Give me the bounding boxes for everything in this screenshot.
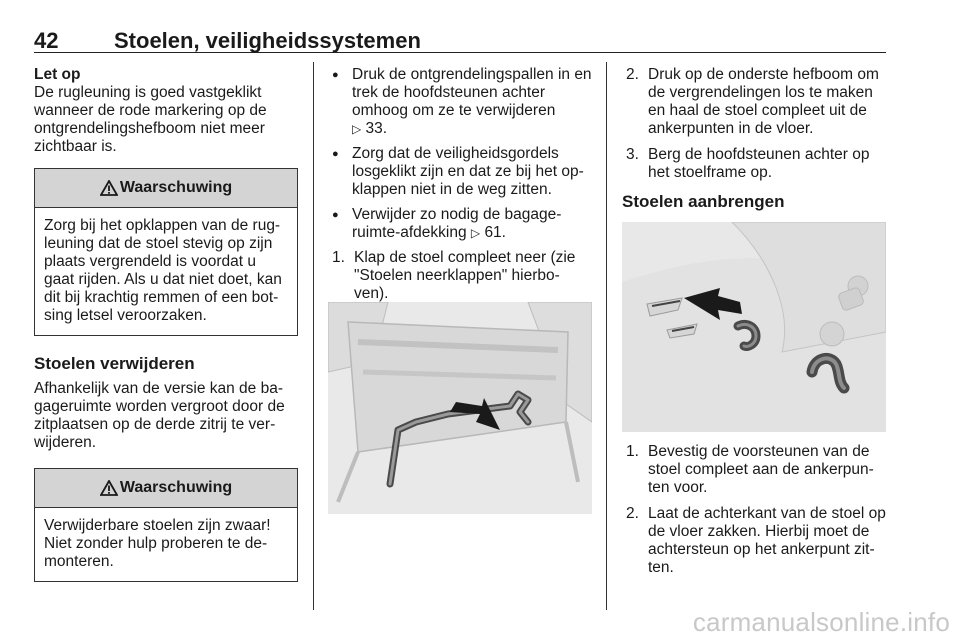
step-number: 2.: [626, 505, 639, 522]
page-header: [34, 28, 886, 53]
step-text: Druk op de onderste hefboom om de vergrendelingen los te maken en haal de stoel compleet uit de ankerpunten in de vloer.: [648, 66, 879, 137]
list-item-text: Zorg dat de veiligheidsgordels losgeklikt zijn en dat ze bij het op-klappen niet in de weg zitten.: [352, 145, 584, 198]
section-heading: Stoelen aanbrengen: [622, 192, 785, 211]
column-3: [622, 66, 886, 212]
list-item: [328, 206, 592, 242]
step-text: Berg de hoofdsteunen achter op het stoelframe op.: [648, 146, 870, 181]
step-list: [622, 66, 886, 182]
step-number: 1.: [626, 443, 639, 460]
column-divider: [313, 62, 314, 610]
page-reference: 61.: [484, 224, 506, 241]
seat-removal-illustration: [328, 302, 592, 514]
warning-box: [34, 468, 298, 582]
column-2: [328, 66, 592, 311]
list-item: [622, 505, 886, 577]
step-number: 2.: [626, 66, 639, 83]
anchor-point-drawing: [622, 222, 886, 432]
seat-frame-drawing: [328, 302, 592, 514]
note-text: De rugleuning is goed vastgeklikt wanneer de rode markering op de ontgrendelingshefboom niet meer zichtbaar is.: [34, 84, 267, 155]
seat-installation-illustration: [622, 222, 886, 432]
page-number: 42: [34, 28, 59, 53]
list-item: [328, 145, 592, 199]
body-paragraph: Afhankelijk van de versie kan de ba-gageruimte worden vergroot door de zitplaatsen op de derde zitrij te ver-wijderen.: [34, 380, 285, 451]
warning-title: Waarschuwing: [119, 179, 233, 196]
step-text: Klap de stoel compleet neer (zie "Stoelen neerklappen" hierbo-ven).: [354, 249, 576, 302]
note-label: Let op: [34, 66, 81, 83]
step-number: 1.: [332, 249, 345, 266]
list-item: [328, 66, 592, 138]
page-reference: 33.: [365, 120, 388, 137]
step-text: Laat de achterkant van de stoel op de vloer zakken. Hierbij moet de achtersteun op het ankerpunt zit-ten.: [648, 505, 886, 576]
warning-text: Verwijderbare stoelen zijn zwaar! Niet zonder hulp proberen te de-monteren.: [44, 517, 271, 570]
section-title: Stoelen, veiligheidssystemen: [114, 28, 421, 53]
list-item-text: Verwijder zo nodig de bagage-ruimte-afdekking: [352, 206, 562, 241]
list-item: [622, 66, 886, 138]
warning-triangle-icon: [100, 480, 118, 496]
page-reference-arrow-icon: ▷: [352, 122, 362, 136]
list-item: [622, 146, 886, 182]
list-item-text: Druk de ontgrendelingspallen in en trek de hoofdsteunen achter omhoog om ze te verwijderen: [352, 66, 592, 119]
warning-box: [34, 168, 298, 336]
column-1: [34, 66, 298, 582]
watermark: carmanualsonline.info: [692, 607, 950, 637]
warning-text: Zorg bij het opklappen van de rug-leuning dat de stoel stevig op zijn plaats vergrendeld is voordat u gaat rijden. Als u dat niet doet, kan dit bij krachtig remmen of een bot-sing letsel veroorzaken.: [44, 217, 282, 324]
column-3-lower: [622, 443, 886, 585]
warning-triangle-icon: [100, 180, 118, 196]
warning-title: Waarschuwing: [119, 479, 233, 496]
step-text: Bevestig de voorsteunen van de stoel compleet aan de ankerpun-ten voor.: [648, 443, 874, 496]
section-heading: Stoelen verwijderen: [34, 354, 195, 373]
bullet-list: [328, 66, 592, 242]
warning-header: [35, 469, 297, 508]
step-number: 3.: [626, 146, 639, 163]
step-list: [328, 249, 592, 303]
step-list: [622, 443, 886, 577]
page-reference-arrow-icon: ▷: [470, 226, 481, 240]
column-divider: [606, 62, 607, 610]
warning-header: [35, 169, 297, 208]
list-item: [328, 249, 592, 303]
list-item: [622, 443, 886, 497]
